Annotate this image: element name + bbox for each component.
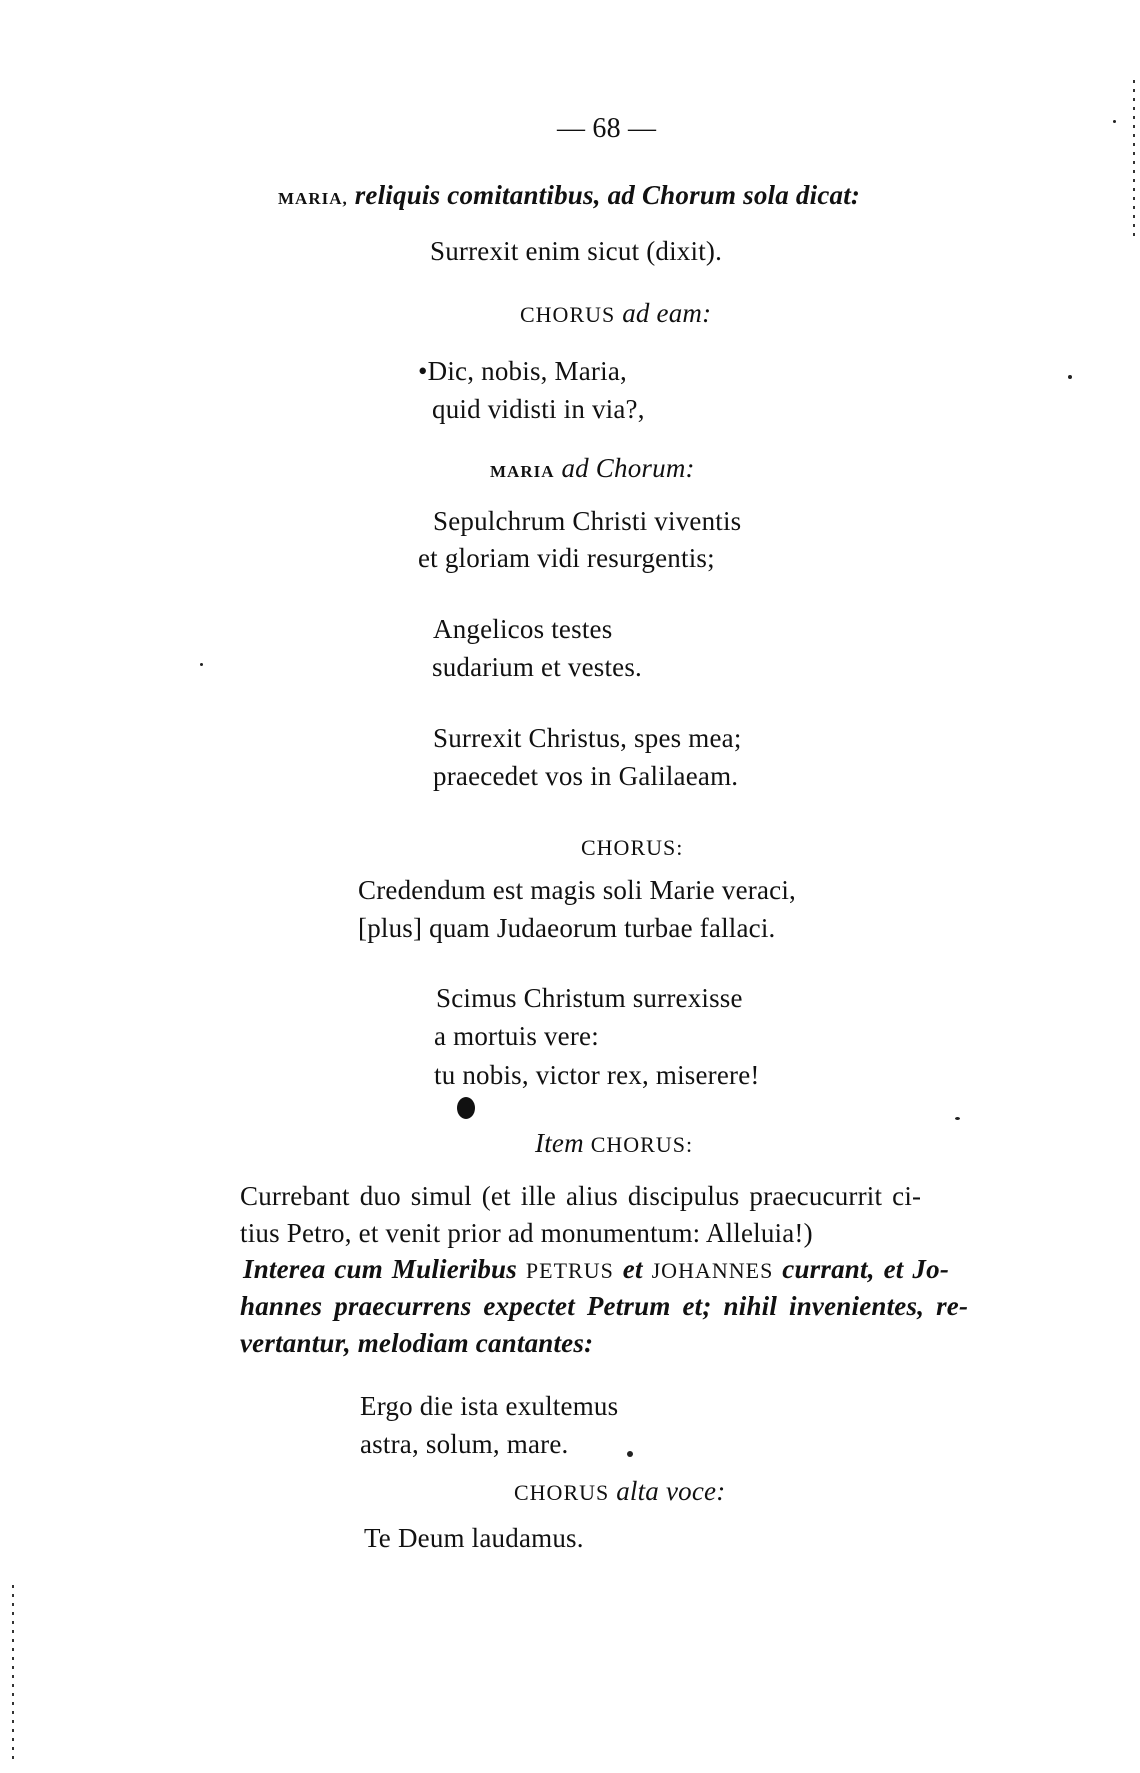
direction-text: alta voce: xyxy=(616,1476,726,1506)
verse-line: Angelicos testes xyxy=(433,614,613,644)
prose-line: Currebant duo simul (et ille alius discipulus praecucurrit ci- xyxy=(240,1181,922,1211)
scan-speck xyxy=(627,1451,633,1457)
stage-direction-2 xyxy=(520,296,711,332)
scan-edge-left xyxy=(12,1585,14,1765)
stage-direction-line: vertantur, melodiam cantantes: xyxy=(240,1328,594,1358)
direction-text: reliquis comitantibus, ad Chorum sola dicat: xyxy=(354,180,861,210)
direction-text: Interea cum Mulieribus xyxy=(243,1254,517,1284)
verse-line: Scimus Christum surrexisse xyxy=(436,983,743,1013)
prose-line: tius Petro, et venit prior ad monumentum: Alleluia!) xyxy=(240,1218,813,1248)
verse-line: [plus] quam Judaeorum turbae fallaci. xyxy=(358,913,776,943)
verse-line: sudarium et vestes. xyxy=(432,652,643,682)
verse-line: Te Deum laudamus. xyxy=(364,1523,584,1553)
speaker-petrus: PETRUS xyxy=(525,1258,614,1283)
verse-line: praecedet vos in Galilaeam. xyxy=(433,761,739,791)
verse-line: Ergo die ista exultemus xyxy=(360,1391,619,1421)
scan-edge-right xyxy=(1133,80,1135,240)
verse-line: quid vidisti in via?, xyxy=(432,394,645,424)
verse-line: Surrexit enim sicut (dixit). xyxy=(430,236,723,266)
scan-speck xyxy=(1113,120,1116,123)
stage-direction-5 xyxy=(243,1252,949,1288)
direction-text: et xyxy=(622,1254,643,1284)
scan-speck xyxy=(1068,375,1072,379)
verse-line: tu nobis, victor rex, miserere! xyxy=(434,1060,760,1090)
ink-blot xyxy=(457,1097,475,1119)
scan-speck xyxy=(955,1117,960,1120)
page-number: — 68 — xyxy=(557,113,657,144)
stage-direction-1 xyxy=(278,178,860,216)
direction-text: currant, et Jo- xyxy=(782,1254,950,1284)
verse-line: •Dic, nobis, Maria, xyxy=(418,356,627,386)
verse-line: Surrexit Christus, spes mea; xyxy=(433,723,742,753)
verse-line: Credendum est magis soli Marie veraci, xyxy=(358,875,796,905)
stage-direction-6 xyxy=(514,1474,725,1510)
scan-speck xyxy=(200,663,203,666)
speaker-chorus: CHORUS xyxy=(514,1480,610,1505)
stage-direction-3 xyxy=(490,451,695,489)
speaker-johannes: JOHANNES xyxy=(651,1258,774,1283)
verse-line: Sepulchrum Christi viventis xyxy=(433,506,742,536)
speaker-chorus: CHORUS xyxy=(520,302,616,327)
verse-line: et gloriam vidi resurgentis; xyxy=(418,543,715,573)
speaker-chorus: CHORUS: xyxy=(581,835,684,860)
stage-direction-line: hannes praecurrens expectet Petrum et; nihil invenientes, re- xyxy=(240,1291,969,1321)
speaker-maria: MARIA, xyxy=(278,189,348,208)
verse-line: a mortuis vere: xyxy=(434,1021,599,1051)
speaker-maria: MARIA xyxy=(490,462,555,481)
speaker-chorus: CHORUS: xyxy=(590,1132,694,1157)
direction-text: ad Chorum: xyxy=(561,453,695,483)
stage-direction-4 xyxy=(535,1126,693,1162)
direction-text: ad eam: xyxy=(622,298,712,328)
verse-line: astra, solum, mare. xyxy=(360,1429,569,1459)
direction-text: Item xyxy=(535,1128,584,1158)
